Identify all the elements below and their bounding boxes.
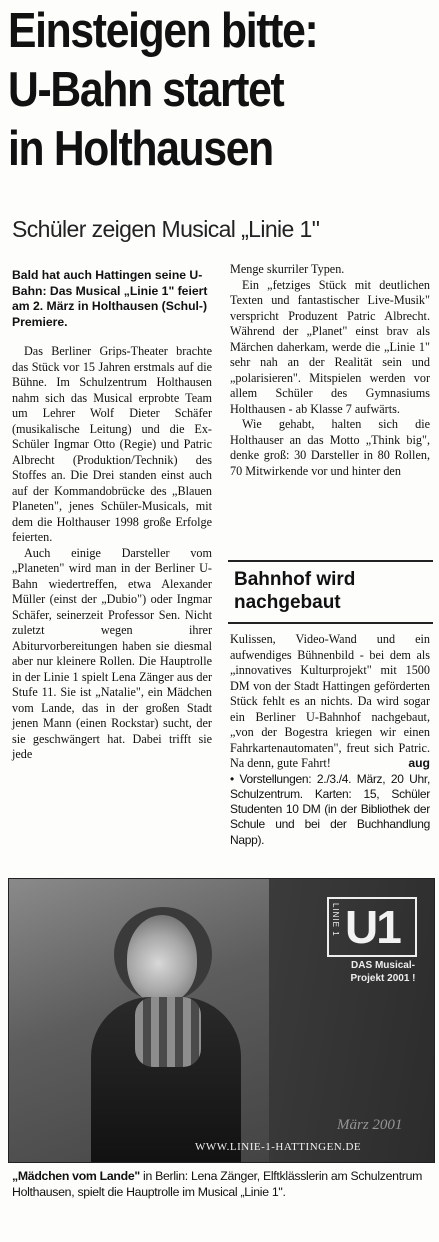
body-paragraph: Auch einige Darsteller vom „Planeten" wird man in der Berliner U-Bahn wiedertreffen, etwa Alexander Müller (einst der „Dubio") oder Ingmar Schäfer, seinerzeit Professor Sen. Nicht zuletzt wegen ihrer Abiturvorbereitungen haben sie diesmal aber nur kleinere Rollen. Die Hauptrolle in der Linie 1 spielt Lena Zänger aus der Stufe 11. Sie ist „Natalie", ein Mädchen vom Lande, das in der großen Stadt jenen Mann (einen Rockstar) sucht, der sie geschwängert hat. Dabei trifft sie jede [12, 545, 212, 761]
body-paragraph: Das Berliner Grips-Theater brachte das Stück vor 15 Jahren erstmals auf die Bühne. Im Schulzentrum Holthausen nahm sich das Musical erprobte Team um Lehrer Wolf Dieter Schäfer (musikalische Leitung) und die Ex-Schüler Ingmar Otto (Regie) und Patric Albrecht (Produktion/Technik) des Stoffes an. Die Drei standen einst auch auf der Kommandobrücke des „Blauen Planeten", jenes Schüler-Musicals, mit dem die Holthauser 1998 große Erfolge feierten. [12, 344, 212, 544]
body-paragraph: Ein „fetziges Stück mit deutlichen Texten und fantastischer Live-Musik" verspricht Produzent Patric Albrecht. Während der „Planet" einst brav als Märchen daherkam, werde die „Linie 1" sehr nah an der Realität sein und „polarisieren". Mitspielen werden vor allem Schüler des Gymnasiums Holthausen - ab Klasse 7 aufwärts. [230, 277, 430, 416]
u1-logo [327, 897, 417, 957]
lead-paragraph: Bald hat auch Hattingen seine U-Bahn: Das Musical „Linie 1" feiert am 2. März in Holthausen (Schul-) Premiere. [12, 268, 208, 329]
headline-line-2: U-Bahn startet [8, 63, 284, 117]
article-column-left [12, 268, 212, 763]
section-heading-box [228, 560, 433, 624]
logo-main-text: U1 [345, 901, 400, 953]
article-photo [8, 878, 435, 1163]
photo-watermark: März 2001 [337, 1117, 403, 1133]
body-paragraph [230, 632, 430, 772]
striped-scarf [135, 997, 201, 1067]
article-column-right-bottom [230, 632, 430, 848]
section-heading: Bahnhof wird nachgebaut [234, 569, 356, 613]
body-paragraph: Wie gehabt, halten sich die Holthauser an das Motto „Think big", denke groß: 30 Darsteller in 80 Rollen, 70 Mitwirkende vor und hinter den [230, 417, 430, 478]
logo-side-text: LINIE 1 [331, 903, 340, 937]
article-column-right-top [230, 262, 430, 479]
body-text: Kulissen, Video-Wand und ein aufwendiges Bühnenbild - bei dem als „innovatives Kulturprojekt" mit 1500 DM von der Stadt Hattingen geförderten Stück fehlt es an nichts. Da wird sogar ein Berliner U-Bahnhof nachgebaut, „von der Bogestra kriegen wir einen Fahrkartenautomaten", freut sich Patric. Na denn, gute Fahrt! [230, 632, 430, 770]
caption-text: in Berlin: Lena Zänger, Elftklässlerin am Schulzentrum Holthausen, spielt die Hauptrolle im Musical „Linie 1". [12, 1169, 423, 1199]
body-paragraph: Menge skurriler Typen. [230, 262, 345, 276]
photo-project-text: DAS Musical-Projekt 2001 ! [350, 960, 416, 984]
headline-line-3: in Holthausen [8, 122, 273, 176]
author-signature: aug [408, 756, 430, 770]
photo-url: WWW.LINIE-1-HATTINGEN.DE [195, 1141, 362, 1153]
headline [8, 2, 378, 179]
event-info: • Vorstellungen: 2./3./4. März, 20 Uhr, Schulzentrum. Karten: 15, Schüler Studenten 10 DM (in der Bibliothek der Schule und bei der Buchhandlung Napp). [230, 771, 430, 847]
photo-caption [12, 1168, 434, 1200]
headline-line-1: Einsteigen bitte: [8, 4, 318, 58]
subheadline: Schüler zeigen Musical „Linie 1" [12, 216, 320, 242]
caption-bold: „Mädchen vom Lande" [12, 1169, 140, 1183]
girl-face [127, 915, 197, 1003]
